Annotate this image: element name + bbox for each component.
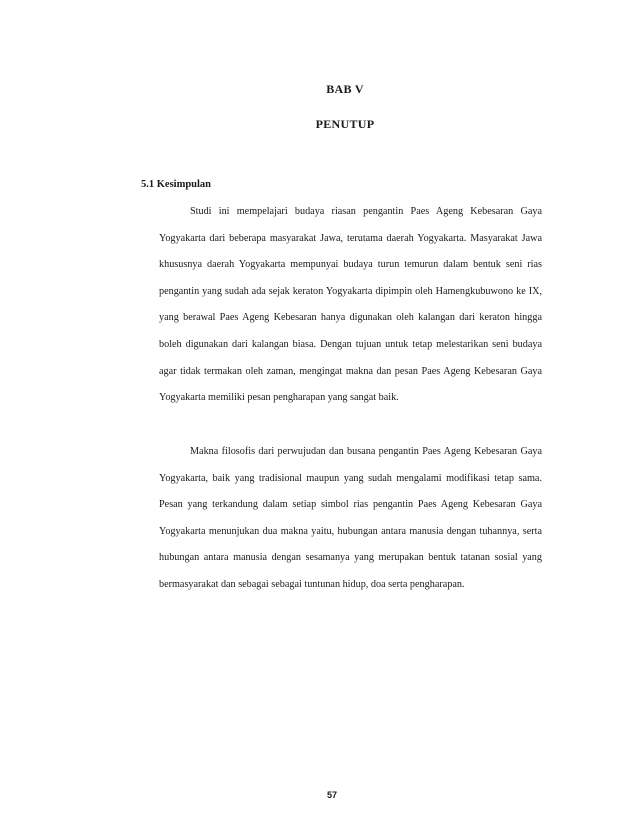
section-heading: 5.1 Kesimpulan — [141, 179, 212, 190]
chapter-number: BAB V — [326, 82, 364, 96]
chapter-title: PENUTUP — [315, 117, 375, 131]
page-number: 57 — [326, 790, 337, 800]
paragraph-conclusion-2: Makna filosofis dari perwujudan dan busana pengantin Paes Ageng Kebesaran Gaya Yogyakarta, baik yang tradisional maupun yang sudah mengalami modifikasi tetap sama. Pesan yang terkandung dalam setiap simbol rias pengantin Paes Ageng Kebesaran Gaya Yogyakarta menunjukan dua makna yaitu, hubungan antara manusia dengan tuhannya, serta hubungan antara manusia dengan sesamanya yang merupakan bentuk tatanan sosial yang bermasyarakat dan sebagai sebagai tuntunan hidup, doa serta pengharapan. — [159, 446, 542, 590]
paragraph-conclusion-1: Studi ini mempelajari budaya riasan pengantin Paes Ageng Kebesaran Gaya Yogyakarta dari beberapa masyarakat Jawa, terutama daerah Yogyakarta. Masyarakat Jawa khususnya daerah Yogyakarta mempunyai budaya turun temurun dalam bentuk seni rias pengantin yang sudah ada sejak keraton Yogyakarta dipimpin oleh Hamengkubuwono ke IX, yang berawal Paes Ageng Kebesaran hanya digunakan oleh kalangan dari keraton hingga boleh digunakan dari kalangan biasa. Dengan tujuan untuk tetap melestarikan seni budaya agar tidak termakan oleh zaman, mengingat makna dan pesan Paes Ageng Kebesaran Gaya Yogyakarta memiliki pesan pengharapan yang sangat baik. — [159, 206, 542, 404]
